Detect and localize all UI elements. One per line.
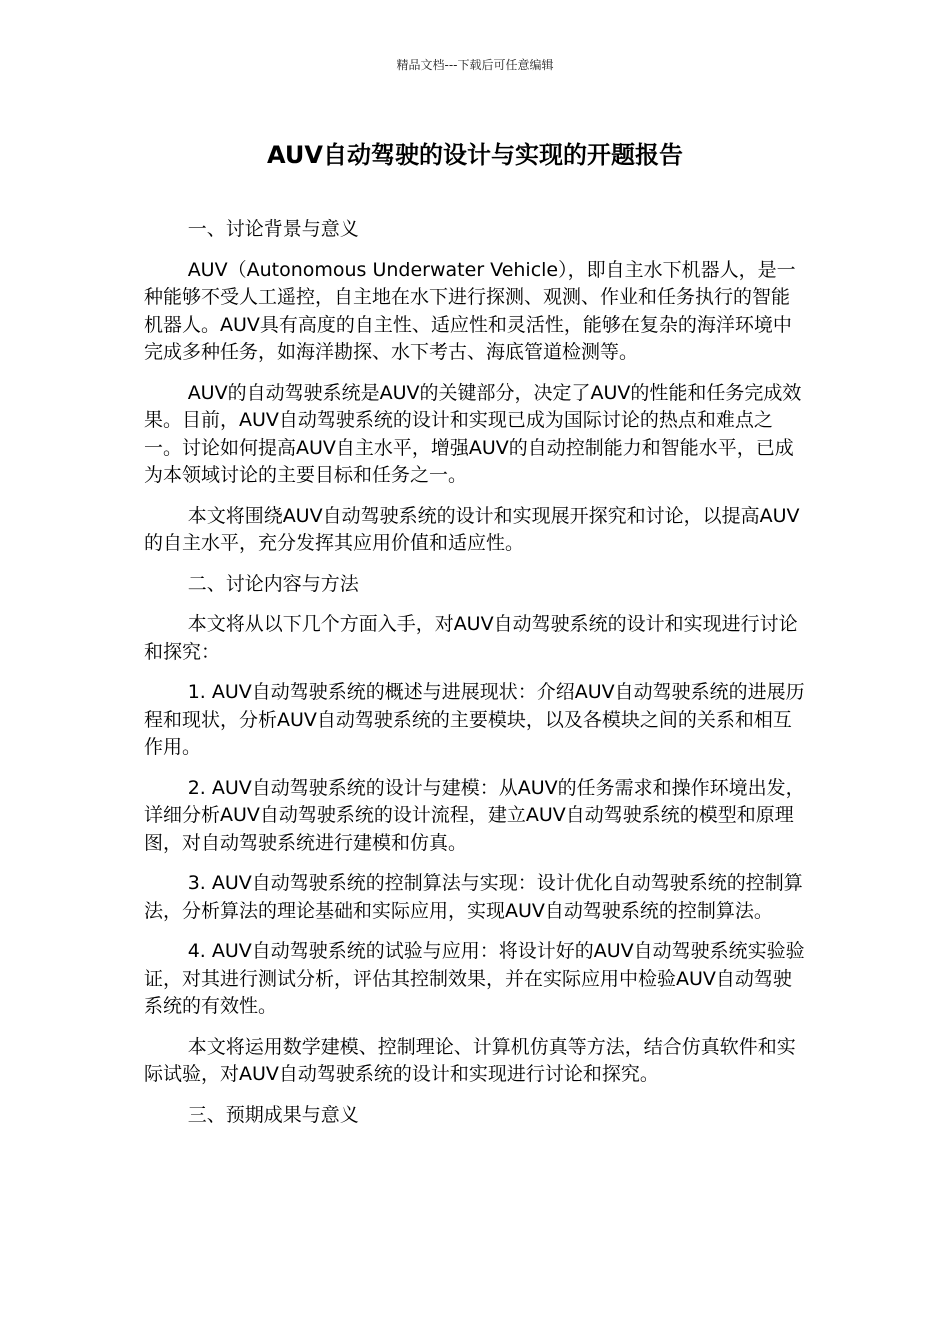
section-heading-background: 一、讨论背景与意义 bbox=[187, 218, 359, 240]
list-item: 1. AUV自动驾驶系统的概述与进展现状：介绍AUV自动驾驶系统的进展历程和现状，分析AUV自动驾驶系统的主要模块，以及各模块之间的关系和相互作用。 bbox=[144, 681, 805, 758]
paragraph: AUV（Autonomous Underwater Vehicle），即自主水下机器人，是一种能够不受人工遥控，自主地在水下进行探测、观测、作业和任务执行的智能机器人。AUV具有高度的自主性、适应性和灵活性，能够在复杂的海洋环境中完成多种任务，如海洋勘探、水下考古、海底管道检测等。 bbox=[144, 258, 796, 363]
section-heading-expected-results: 三、预期成果与意义 bbox=[187, 1103, 359, 1126]
paragraph: 本文将围绕AUV自动驾驶系统的设计和实现展开探究和讨论，以提高AUV的自主水平，充分发挥其应用价值和适应性。 bbox=[144, 504, 800, 554]
header-watermark: 精品文档---下载后可任意编辑 bbox=[396, 58, 554, 72]
document-body bbox=[144, 216, 808, 1142]
list-item: 4. AUV自动驾驶系统的试验与应用：将设计好的AUV自动驾驶系统实验验证，对其进行测试分析，评估其控制效果，并在实际应用中检验AUV自动驾驶系统的有效性。 bbox=[144, 940, 805, 1017]
list-item: 2. AUV自动驾驶系统的设计与建模：从AUV的任务需求和操作环境出发，详细分析AUV自动驾驶系统的设计流程，建立AUV自动驾驶系统的模型和原理图，对自动驾驶系统进行建模和仿真。 bbox=[144, 776, 805, 854]
document-title: AUV自动驾驶的设计与实现的开题报告 bbox=[267, 141, 683, 169]
paragraph: AUV的自动驾驶系统是AUV的关键部分，决定了AUV的性能和任务完成效果。目前，AUV自动驾驶系统的设计和实现已成为国际讨论的热点和难点之一。讨论如何提高AUV自主水平，增强AUV的自动控制能力和智能水平，已成为本领域讨论的主要目标和任务之一。 bbox=[144, 381, 802, 486]
paragraph: 本文将从以下几个方面入手，对AUV自动驾驶系统的设计和实现进行讨论和探究： bbox=[144, 613, 798, 663]
section-heading-content-methods: 二、讨论内容与方法 bbox=[187, 572, 359, 595]
paragraph: 本文将运用数学建模、控制理论、计算机仿真等方法，结合仿真软件和实际试验，对AUV自动驾驶系统的设计和实现进行讨论和探究。 bbox=[144, 1035, 796, 1085]
list-item: 3. AUV自动驾驶系统的控制算法与实现：设计优化自动驾驶系统的控制算法，分析算法的理论基础和实际应用，实现AUV自动驾驶系统的控制算法。 bbox=[144, 872, 803, 922]
